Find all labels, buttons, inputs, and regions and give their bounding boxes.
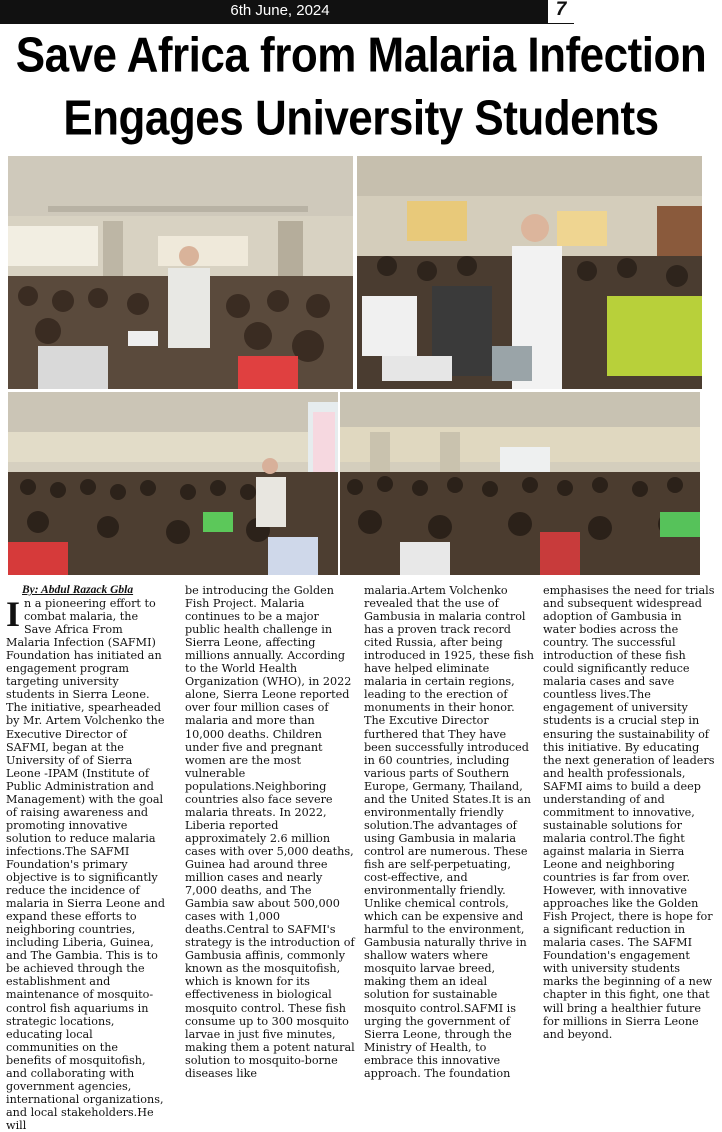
headline-line-2: Engages University Students	[63, 91, 659, 146]
photo-lecture-hall-1	[8, 156, 353, 389]
byline: By: Abdul Razack Gbla	[22, 584, 134, 596]
article-column-2	[185, 584, 355, 1080]
column-1-body: n a pioneering effort to combat malaria, the Save Africa From Malaria Infection (SAFMI) Foundation has initiated an engagement program targeting university students in Sierra Leone. The initiative, spearheaded by Mr. Artem Volchenko the Executive Director of SAFMI, began at the University of of Sierra Leone -IPAM (Institute of Public Administration and Management) with the goal of raising awareness and promoting innovative solution to reduce malaria infections.The SAFMI Foundation's primary objective is to significantly reduce the incidence of malaria in Sierra Leone and expand these efforts to neighboring countries, including Liberia, Guinea, and The Gambia. This is to be achieved through the establishment and maintenance of mosquito-control fish aquariums in strategic locations, educating local communities on the benefits of mosquitofish, and collaborating with government agencies, international organizations, and local stakeholders.He will	[6, 597, 166, 1132]
column-3-body: malaria.Artem Volchenko revealed that the use of Gambusia in malaria control has a proven track record cited Russia, after being introduced in 1925, these fish have helped eliminate malaria in certain regions, leading to the erection of monuments in their honor. The Excutive Director furthered that They have been successfully introduced in 60 countries, including various parts of Southern Europe, Germany, Thailand, and the United States.It is an environmentally friendly solution.The advantages of using Gambusia in malaria control are numerous. These fish are self-perpetuating, cost-effective, and environmentally friendly. Unlike chemical controls, which can be expensive and harmful to the environment, Gambusia naturally thrive in shallow waters where mosquito larvae breed, making them an ideal solution for sustainable mosquito control.SAFMI is urging the government of Sierra Leone, through the Ministry of Health, to embrace this innovative approach. The foundation	[364, 584, 534, 1080]
photo-presenter-projector	[357, 156, 702, 389]
photo-lecture-hall-wide	[8, 392, 338, 575]
headline-line-1: Save Africa from Malaria Infection	[15, 28, 707, 83]
photo-students-seated	[340, 392, 700, 575]
article-column-4	[543, 584, 715, 1041]
top-bar	[0, 0, 722, 24]
top-bar-blank	[574, 0, 722, 24]
column-4-body: emphasises the need for trials and subsequent widespread adoption of Gambusia in water bodies across the country. The successful introduction of these fish could significantly reduce malaria cases and save countless lives.The engagement of university students is a crucial step in ensuring the sustainability of this initiative. By educating the next generation of leaders and health professionals, SAFMI aims to build a deep understanding of and commitment to innovative, sustainable solutions for malaria control.The fight against malaria in Sierra Leone and neighboring countries is far from over. However, with innovative approaches like the Golden Fish Project, there is hope for a significant reduction in malaria cases. The SAFMI Foundation's engagement with university students marks the beginning of a new chapter in this fight, one that will bring a healthier future for millions in Sierra Leone and beyond.	[543, 584, 715, 1041]
article-column-3	[364, 584, 534, 1080]
page-number: 7	[548, 0, 574, 23]
article-column-1	[6, 584, 166, 1132]
issue-date: 6th June, 2024	[230, 2, 330, 19]
drop-cap: I	[6, 594, 21, 635]
column-1-text	[6, 594, 166, 1132]
column-2-body: be introducing the Golden Fish Project. Malaria continues to be a major public health challenge in Sierra Leone, affecting millions annually. According to the World Health Organization (WHO), in 2022 alone, Sierra Leone reported over four million cases of malaria and more than 10,000 deaths. Children under five and pregnant women are the most vulnerable populations.Neighboring countries also face severe malaria threats. In 2022, Liberia reported approximately 2.6 million cases with over 5,000 deaths, Guinea had around three million cases and nearly 7,000 deaths, and The Gambia saw about 500,000 cases with 1,000 deaths.Central to SAFMI's strategy is the introduction of Gambusia affinis, commonly known as the mosquitofish, which is known for its effectiveness in biological mosquito control. These fish consume up to 300 mosquito larvae in just five minutes, making them a potent natural solution to mosquito-borne diseases like	[185, 584, 355, 1080]
